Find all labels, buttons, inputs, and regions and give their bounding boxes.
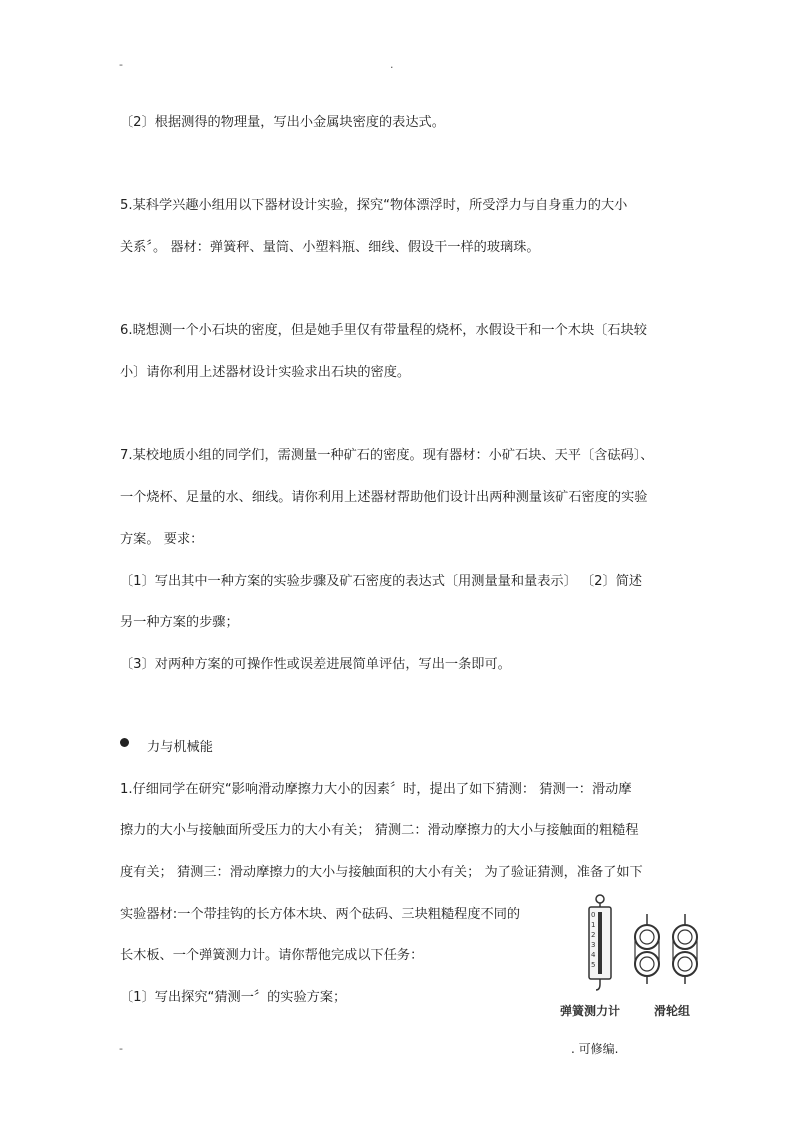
- header-right-mark: .: [390, 58, 394, 71]
- text-line-q5-2: 关系〞。 器材：弹簧秤、量筒、小塑料瓶、细线、假设干一样的玻璃珠。: [120, 240, 540, 255]
- scale-digits: [591, 910, 599, 970]
- bullet-icon: [120, 738, 129, 747]
- text-line-q5-1: 5.某科学兴趣小组用以下器材设计实验，探究“物体漂浮时，所受浮力与自身重力的大小: [120, 198, 628, 213]
- text-line-f1-2: 擦力的大小与接触面所受压力的大小有关； 猜测二：滑动摩擦力的大小与接触面的粗糙程: [120, 823, 639, 838]
- text-line-q7-2: 一个烧杯、足量的水、细线。请你利用上述器材帮助他们设计出两种测量该矿石密度的实验: [120, 490, 648, 505]
- text-line-q7-5: 另一种方案的步骤；: [120, 615, 239, 630]
- header-left-mark: -: [119, 58, 123, 71]
- text-line-q6-1: 6.晓想测一个小石块的密度，但是她手里仅有带量程的烧杯，水假设干和一个木块〔石块较: [120, 323, 647, 338]
- pulley-icon-2: [673, 914, 697, 984]
- text-line-f1-6: 〔1〕写出探究“猜测一〞的实验方案；: [120, 990, 347, 1005]
- text-line-f1-4: 实验器材:一个带挂钩的长方体木块、两个砝码、三块粗糙程度不同的: [120, 907, 521, 922]
- scale-digit: 5: [591, 961, 596, 969]
- text-line-f1-3: 度有关； 猜测三：滑动摩擦力的大小与接触面积的大小有关； 为了验证猜测，准备了如下: [120, 865, 643, 880]
- caption-spring-scale: 弹簧测力计: [560, 1004, 621, 1018]
- figure-illustration: [556, 892, 706, 992]
- scale-digit: 3: [591, 941, 596, 949]
- text-line-q7-3: 方案。 要求：: [120, 532, 204, 547]
- footer-left-mark: -: [119, 1042, 123, 1055]
- scale-digit: 1: [591, 921, 596, 929]
- caption-pulley-block: 滑轮组: [654, 1004, 691, 1018]
- pulley-icon-1: [635, 914, 659, 984]
- scale-digit: 4: [591, 951, 596, 959]
- scale-digit: 0: [591, 911, 596, 919]
- footer-editable-note: . 可修编.: [571, 1042, 619, 1056]
- scale-digit: 2: [591, 931, 596, 939]
- text-line-f1-5: 长木板、一个弹簧测力计。请你帮他完成以下任务：: [120, 948, 424, 963]
- section-heading: 力与机械能: [147, 740, 213, 755]
- text-line-q7-4: 〔1〕写出其中一种方案的实验步骤及矿石密度的表达式〔用测量量和量表示〕 〔2〕简述: [120, 574, 643, 589]
- text-line-q7-6: 〔3〕对两种方案的可操作性或误差进展简单评估，写出一条即可。: [120, 657, 511, 672]
- text-line-q4-part2: 〔2〕根据测得的物理量，写出小金属块密度的表达式。: [120, 115, 445, 130]
- text-line-q7-1: 7.某校地质小组的同学们，需测量一种矿石的密度。现有器材：小矿石块、天平〔含砝码〕、: [120, 448, 654, 463]
- text-line-f1-1: 1.仔细同学在研究“影响滑动摩擦力大小的因素〞时，提出了如下猜测： 猜测一：滑动摩: [120, 782, 632, 797]
- text-line-q6-2: 小〕请你利用上述器材设计实验求出石块的密度。: [120, 365, 411, 380]
- figure-spring-scale-pulley: [556, 892, 706, 1022]
